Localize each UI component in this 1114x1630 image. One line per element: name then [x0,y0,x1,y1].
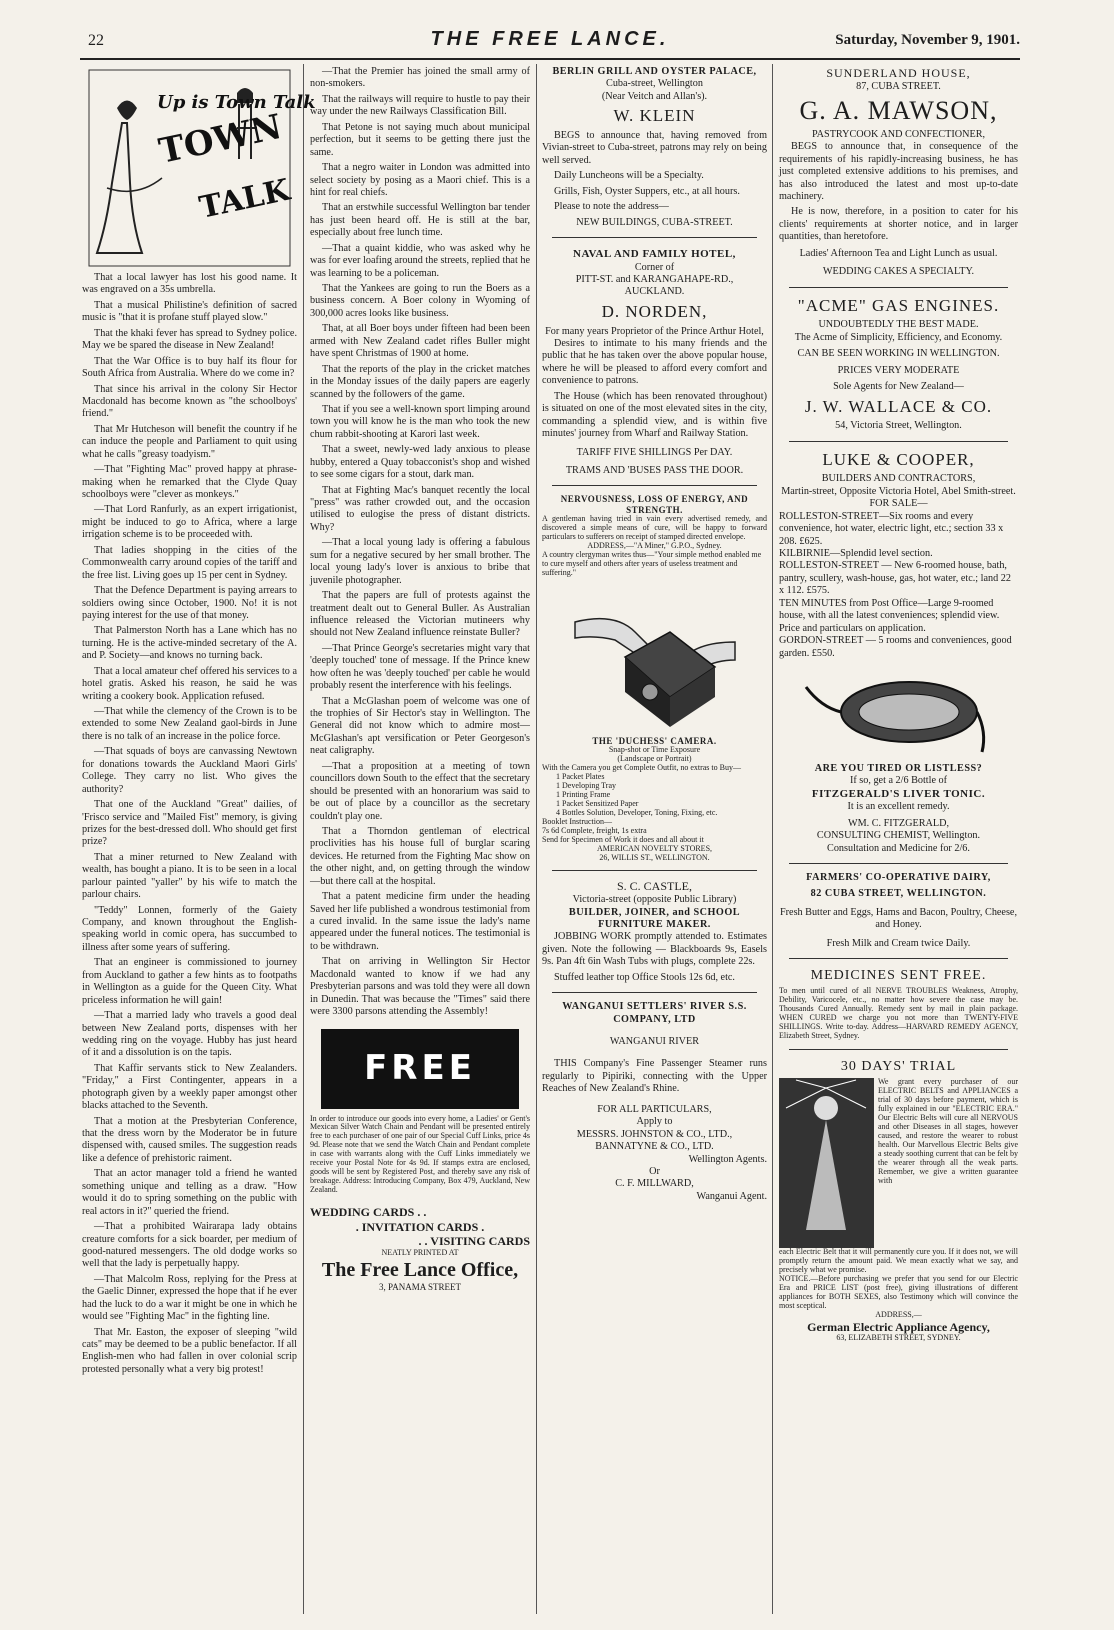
town-talk-item: —That a proposition at a meeting of town councillors down South to the effect that the secretary should be presented with an honorarium was said to be out of place by a councillor as the secretary couldn't play one. [310,760,530,822]
luke-street: Martin-street, Opposite Victoria Hotel, Abel Smith-street. [781,485,1016,497]
wanganui-title: WANGANUI SETTLERS' RIVER S.S. COMPANY, LTD [562,1001,747,1025]
acme-ad [779,296,1018,433]
town-talk-item: That a musical Philistine's definition of sacred music is "that it is profane stuff played slow." [82,299,297,324]
column-ads-3 [542,66,767,1606]
belts-notice: NOTICE.—Before purchasing we prefer that you send for our Electric Era and PRICE LIST (post free), giving illustrations of different appliances for BOTH SEXES, also Testimony which will convince the most sceptical. [779,1273,1018,1310]
town-talk-item: That Palmerston North has a Lane which has no turning. He is the active-minded secretary of the A. and P. Society—and knows no turning back. [82,625,297,662]
dairy-line2: Fresh Milk and Cream twice Daily. [826,937,971,949]
berlin-address: NEW BUILDINGS, CUBA-STREET. [576,216,733,228]
tonic-name: FITZGERALD'S LIVER TONIC. [811,787,986,800]
town-talk-item: That Mr Hutcheson will benefit the country if he can induce the people and Parliament to quit using what he calls "greasy toadyism." [82,423,297,460]
town-talk-item: That ladies shopping in the cities of the Commonwealth carry around copies of the tariff and the free list. Living goes up 15 per cent in Sydney. [82,544,297,581]
wanganui-agent3-label: Wanganui Agent. [696,1190,767,1202]
town-talk-item: —That Lord Ranfurly, as an expert irrigationist, might be induced to go to Africa, where a large irrigation scheme is to be proceeded with. [82,504,297,541]
town-talk-item: That one of the Auckland "Great" dailies, of 'Frisco service and "Mailed Fist" memory, is giving prizes for the best-dressed doll. Who should get first prize? [82,799,297,848]
town-talk-item: —That a quaint kiddie, who was asked why he was for ever loafing around the streets, replied that he was learning to be a policeman. [310,242,530,279]
town-talk-item: That since his arrival in the colony Sir Hector Macdonald has become known as "the schoolboys' friend." [82,383,297,420]
naval-hotel-ad [542,248,767,477]
luke-trade: BUILDERS AND CONTRACTORS, [821,473,976,485]
mawson-street: 87, CUBA STREET. [856,80,941,92]
wanganui-particulars: FOR ALL PARTICULARS, [597,1103,712,1115]
dairy-ad [779,872,1018,950]
tonic-line1: If so, get a 2/6 Bottle of [849,775,948,787]
camera-item: 1 Developing Tray [556,780,616,790]
column-divider [772,64,773,1614]
print-line-4: NEATLY PRINTED AT [381,1247,459,1257]
column-divider [536,64,537,1614]
illustration-title: Up is Town Talk [157,92,316,113]
print-line-2: . INVITATION CARDS . [355,1219,485,1234]
wanganui-agents-label: Wellington Agents. [688,1153,767,1165]
belts-title: 30 DAYS' TRIAL [840,1059,957,1074]
nervousness-ad [542,494,767,577]
town-talk-item: —That the Premier has joined the small army of non-smokers. [310,66,530,90]
naval-title: NAVAL AND FAMILY HOTEL, [573,248,736,261]
berlin-proprietor: W. KLEIN [613,106,696,126]
print-line-1: WEDDING CARDS . . [310,1205,427,1220]
town-talk-item: —That a local young lady is offering a fabulous sum for a negative secured by her small brother. The local young lady's lover is anxious to bribe that juvenile photographer. [310,537,530,586]
belts-body: each Electric Belt that it will permanently cure you. If it does not, we will promptly return the amount paid. We mean exactly what we say, and precisely what we promise. [779,1247,1018,1274]
column-divider [303,64,304,1614]
nervous-address: ADDRESS,—"A Miner," G.P.O., Sydney. [587,540,722,550]
liver-tonic-ad [779,763,1018,855]
castle-street: Victoria-street (opposite Public Library) [572,894,737,906]
wanganui-body: THIS Company's Fine Passenger Steamer runs regularly to Pipiriki, connecting with the Upper Reaches of New Zealand's Rhine. [542,1058,767,1095]
tonic-consult: Consultation and Medicine for 2/6. [827,842,970,854]
page-number: 22 [88,32,104,49]
liver-tonic-illustration [799,664,999,759]
acme-line1: UNDOUBTEDLY THE BEST MADE. [818,319,979,331]
tonic-line2: It is an excellent remedy. [847,801,950,813]
town-talk-item: That a miner returned to New Zealand with wealth, has bought a piano. It is to be seen in a local parlour painted "yaller" by his wife to match the parlour chairs. [82,851,297,901]
acme-line4: PRICES VERY MODERATE [837,364,960,376]
newspaper-title: THE FREE LANCE. [430,28,670,50]
issue-date: Saturday, November 9, 1901. [835,32,1020,48]
camera-item: 1 Packet Sensitized Paper [556,798,639,808]
wanganui-agent3: C. F. MILLWARD, [615,1178,694,1190]
naval-proprietor: D. NORDEN, [601,301,708,321]
acme-company: J. W. WALLACE & CO. [804,396,993,416]
wanganui-agent1: MESSRS. JOHNSTON & CO., LTD., [576,1128,733,1140]
camera-address: 26, WILLIS ST., WELLINGTON. [599,852,710,862]
acme-line3: CAN BE SEEN WORKING IN WELLINGTON. [797,348,1000,360]
berlin-grill-ad [542,66,767,229]
camera-line3: With the Camera you get Complete Outfit, no extras to Buy— [542,762,741,772]
town-talk-item: —That Prince George's secretaries might vary that 'deeply touched' tone of message. If the Prince knew how often he was 'deeply touched' per cable he would probably resent the interference with his feelings. [310,642,530,692]
free-lance-office: The Free Lance Office, [321,1258,519,1281]
ad-separator [789,958,1008,959]
town-talk-item: —That a married lady who travels a good deal between New Zealand ports, dispenses with her wedding ring on the voyage. Hubby has just heard of it and a dissolution is on the tapis. [82,1010,297,1059]
berlin-line3: Grills, Fish, Oyster Suppers, etc., at all hours. [554,185,740,197]
dairy-address: 82 CUBA STREET, WELLINGTON. [810,888,987,900]
free-banner: FREE [321,1029,519,1109]
print-line-3: . . VISITING CARDS [418,1234,530,1249]
castle-ad [542,879,767,984]
luke-listing: ROLLESTON-STREET—Six rooms and every convenience, hot water, electric light, etc.; section 33 x 208. £625. [779,510,1004,547]
berlin-line4: Please to note the address— [554,201,669,213]
naval-body1: For many years Proprietor of the Prince Arthur Hotel, [545,325,764,337]
electric-figure-illustration [779,1078,874,1248]
castle-stools: Stuffed leather top Office Stools 12s 6d, etc. [554,971,735,983]
wanganui-or: Or [649,1165,660,1177]
town-talk-item: That a local amateur chef offered his services to a hotel gratis. Asked his reason, he said he was writing a cookery book. Application refused. [82,665,297,702]
mawson-name: G. A. MAWSON, [799,96,998,126]
luke-listing: KILBIRNIE—Splendid level section. [779,548,933,560]
acme-title: "ACME" GAS ENGINES. [797,295,1000,315]
castle-body: JOBBING WORK promptly attended to. Estimates given. Note the following — Blackboards 9s, Easels 9s. Pan 4ft 6in Wash Tubs with plugs, complete 22s. [542,931,767,968]
nervous-body: A gentleman having tried in vain every advertised remedy, and discovered a simple means of cure, will be happy to forward particulars to sufferers on receipt of stamped directed envelope. [542,514,767,541]
town-talk-items [82,272,297,1376]
nervous-title: NERVOUSNESS, LOSS OF ENERGY, AND STRENGTH. [560,494,749,515]
office-address: 3, PANAMA STREET [379,1282,461,1293]
medicines-ad [779,967,1018,1041]
town-talk-item: That a McGlashan poem of welcome was one of the trophies of Sir Hector's stay in Wellington. The General did not know which to admire most—McGlashan's apt versification or Peter Georgeson's neat caligraphy. [310,695,530,757]
naval-streets: PITT-ST. and KARANGAHAPE-RD., [575,273,734,285]
svg-text:TOWN: TOWN [155,106,286,172]
berlin-street: Cuba-street, Wellington [606,78,703,90]
wanganui-ad [542,1001,767,1203]
naval-corner: Corner of [634,261,675,273]
camera-send: Send for Specimen of Work it does and all about it [542,834,704,844]
town-talk-item: That a sweet, newly-wed lady anxious to please hubby, entered a Quay tobacconist's shop and wished to see some cigars for a stout, dark man. [310,444,530,481]
camera-title: THE 'DUCHESS' CAMERA. [592,735,717,746]
town-talk-item: That, at all Boer boys under fifteen had been been armed with New Zealand cadet rifles Buller might have spent Christmas of 1900 at home. [310,323,530,360]
luke-listing: TEN MINUTES from Post Office—Large 9-roomed house, with all the latest conveniences; splendid view. Price and particulars on application. [779,597,1000,634]
free-offer-text: In order to introduce our goods into every home, a Ladies' or Gent's Mexican Silver Watch Chain and Pendant will be presented entirely free to each purchaser of one pair of our Special Cuff Links, price 4s 9d. Please note that we send the Watch Chain and Pendant complete in case with warrants along with the Cuff Links immediately we receive your Postal Note for 4s 9d. If stamps extra are enclosed, goods will be sent by Registered Post, and thereby save any risk of breakage. Address: Introducing Company, Box 479, Auckland, New Zealand. [310,1113,530,1195]
belts-address-label: ADDRESS,— [875,1309,922,1319]
town-talk-item: —That a prohibited Wairarapa lady obtains creature comforts for a sick boarder, per medium of good-natured messengers. The old dodge works so well that the lady is perpetually happy. [82,1221,297,1270]
electric-belts-ad [779,1058,1018,1343]
camera-line2: (Landscape or Portrait) [617,754,692,764]
medicines-body: To men until cured of all NERVE TROUBLES Weakness, Atrophy, Debility, Varicocele, etc., no matter how severe the case may be. Thousands Cured Annually. Remedy sent by mail in plain package. WHEN CURED we charge you not more than TWENTY-FIVE SHILLINGS. Write to-day. Address—HARVARD REMEDY AGENCY, Elizabeth Street, Sydney. [779,986,1018,1041]
naval-city: AUCKLAND. [624,286,685,298]
luke-forsale: FOR SALE— [869,498,928,510]
belts-side-text: We grant every purchaser of our ELECTRIC BELTS and APPLIANCES a trial of 30 days before payment, which is fully explained in our "ELECTRIC ERA." Our Electric Belts will cure all NERVOUS and other Diseases in all stages, however caused, and restore the wearer to robust health. Our Marvellous Electric Belts give a steady soothing current that can be felt by the wearer through all the weak parts. Remember, we give a written guarantee with [878,1077,1018,1185]
dairy-title: FARMERS' CO-OPERATIVE DAIRY, [806,872,991,884]
berlin-title: BERLIN GRILL AND OYSTER PALACE, [552,66,757,77]
naval-tariff: TARIFF FIVE SHILLINGS Per DAY. [576,446,733,458]
castle-name: S. C. CASTLE, [616,879,692,894]
luke-name: LUKE & COOPER, [822,449,975,469]
camera-line1: Snap-shot or Time Exposure [608,745,701,755]
column-ads-4 [779,66,1018,1606]
ad-separator [789,1049,1008,1050]
town-talk-item: —That "Fighting Mac" proved happy at phrase-making when he remarked that the Clyde Quay schoolboys were "clever as monkeys." [82,464,297,500]
town-talk-item: —That Malcolm Ross, replying for the Press at the Gaelic Dinner, expressed the hope that if he ever had the luck to do a war it might be one in which he would see "Fighting Mac" in the fighting line. [82,1273,297,1323]
mawson-ad [779,66,1018,279]
town-talk-item: That a motion at the Presbyterian Conference, that the dress worn by the Moderator be in future dispensed with, caused smiles. The suggestion reads like a defence of prehistoric raiment. [82,1115,297,1164]
town-talk-item: That Petone is not saying much about municipal perfection, but it seems to be getting there just the same. [310,121,530,158]
town-talk-item: "Teddy" Lonnen, formerly of the Gaiety Company, and known throughout the English-speaking world in comic opera, has succumbed to illness after some years of suffering. [82,904,297,953]
castle-trade: BUILDER, JOINER, and SCHOOL FURNITURE MAKER. [568,906,741,930]
luke-cooper-ad [779,450,1018,660]
town-talk-item: —That while the clemency of the Crown is to be extended to some New Zealand gaol-birds in June there is no talk of an increase in the police force. [82,706,297,742]
nervous-testimony: A country clergyman writes thus—"Your simple method enabled me to cure myself and others after years of useless treatment and suffering." [542,549,762,577]
belts-company: German Electric Appliance Agency, [807,1319,990,1334]
mawson-tea: Ladies' Afternoon Tea and Light Lunch as usual. [799,247,998,259]
mawson-trade: PASTRYCOOK AND CONFECTIONER, [811,128,986,140]
town-talk-item: That the Yankees are going to run the Boers as a business concern. A Boer colony in Wyoming of 300,000 acres looks like business. [310,283,530,319]
masthead [80,28,1020,50]
luke-listing: GORDON-STREET — 5 rooms and conveniences, good garden. £550. [779,635,1012,659]
naval-body3: The House (which has been renovated throughout) is situated on one of the most elevated sites in the city, commanding a splendid view, and is within five minutes' journey from Wharf and Railway Station. [542,390,767,440]
camera-item: 1 Packet Plates [556,771,605,781]
mawson-body2: He is now, therefore, in a position to cater for his clients' requirements at shorter notice, and in larger quantities, than heretofore. [779,206,1018,243]
naval-body2: Desires to intimate to his many friends and the public that he has taken over the above popular house, where he will be pleased to afford every comfort and convenience to patrons. [542,338,767,387]
ad-separator [552,485,757,486]
berlin-line2: Daily Luncheons will be a Specialty. [554,170,704,182]
town-talk-item: That an erstwhile successful Wellington bar tender has just been heard off. He is still at the bar, especially about free lunch time. [310,202,530,239]
camera-ad [542,736,767,863]
town-talk-item: That an engineer is commissioned to journey from Auckland to gather a few hints as to footpaths in Wellington as a guide for the Queen City. What priceless information he will gain! [82,957,297,1006]
ad-separator [552,992,757,993]
town-talk-item: That the War Office is to buy half its flour for South Africa from Australia. Where do we come in? [82,355,297,380]
berlin-near: (Near Veitch and Allan's). [601,90,708,102]
camera-item: 4 Bottles Solution, Developer, Toning, Fixing, etc. [556,807,718,817]
town-talk-item: That a Thorndon gentleman of electrical proclivities has his house full of burglar scaring devices. He returned from the Fighting Mac show on the other night, and, on getting through the window—but there call at the hospital. [310,825,530,887]
wanganui-river: WANGANUI RIVER [609,1036,700,1048]
wanganui-apply: Apply to [636,1116,673,1128]
acme-address: 54, Victoria Street, Wellington. [835,420,962,432]
town-talk-item: That the Defence Department is paying arrears to soldiers owing since October, 1900. No! it is not paying interest for the use of that money. [82,585,297,621]
column-town-talk [82,66,316,1606]
town-talk-item: That on arriving in Wellington Sir Hector Macdonald wanted to know if we had any Presbyterian parsons and was told they were all down in Dunedin. That was because the "Times" said there were 3300 parsons attending the Assembly! [310,956,530,1018]
wanganui-agent2: BANNATYNE & CO., LTD. [595,1141,714,1153]
town-talk-item: That a negro waiter in London was admitted into select society by posing as a Maori chief. This is a hint for real chiefs. [310,162,530,198]
town-talk-item: That Mr. Easton, the exposer of sleeping "wild cats" may be deemed to be a public benefactor. If all English-men who had fallen in over colonial scrip protested personally what a very big protest! [82,1326,297,1375]
town-talk-item: That the khaki fever has spread to Sydney police. May we be spared the disease in New Zealand! [82,327,297,352]
ad-separator [552,237,757,238]
tonic-chemist: WM. C. FITZGERALD, [847,817,950,829]
town-talk-item: That a local lawyer has lost his good name. It was engraved on a 35s umbrella. [82,272,297,296]
town-talk-item: That an actor manager told a friend he wanted something unique and telling as a draw. "How would it do to spring something on the public with real actors in it?" queried the friend. [82,1168,297,1217]
ad-separator [789,441,1008,442]
camera-booklet: Booklet Instruction— [542,816,612,826]
town-talk-item: That a patent medicine firm under the heading Saved her life published a wondrous testimonial from a cured invalid. In the same issue the lady's name appeared under the funeral notices. The testimonial is to be withdrawn. [310,891,530,952]
acme-line2: The Acme of Simplicity, Efficiency, and Economy. [794,331,1003,343]
town-talk-illustration [87,68,316,268]
ad-separator [789,287,1008,288]
camera-item: 1 Printing Frame [556,789,611,799]
belts-address: 63, ELIZABETH STREET, SYDNEY. [836,1333,961,1343]
camera-company: AMERICAN NOVELTY STORES, [596,843,713,853]
mawson-body1: BEGS to announce that, in consequence of the requirements of his rapidly-increasing business, he has just completed extensive additions to his premises, and has also introduced the latest and most up-to-date machinery. [779,141,1018,202]
town-talk-item: That the railways will require to hustle to pay their way under the new Railways Classification Bill. [310,93,530,118]
ad-separator [552,870,757,871]
acme-agents: Sole Agents for New Zealand— [833,381,964,393]
town-talk-item: —That squads of boys are canvassing Newtown for donations towards the Auckland Maori Girls' College. They carry no list. Who gives the authority? [82,746,297,795]
mawson-house: SUNDERLAND HOUSE, [826,66,971,80]
town-talk-item: That at Fighting Mac's banquet recently the local "press" was rather crowded out, and the occasion utilised to eulogise the press of distant districts. Why? [310,484,530,533]
berlin-body: BEGS to announce that, having removed from Vivian-street to Cuba-street, patrons may rely on being well served. [542,130,767,166]
luke-listing: ROLLESTON-STREET — New 6-roomed house, bath, pantry, scullery, wash-house, gas, hot water, etc.; land 22 x 112. £575. [779,560,1011,597]
naval-trams: TRAMS AND 'BUSES PASS THE DOOR. [565,464,744,476]
dairy-line1: Fresh Butter and Eggs, Hams and Bacon, Poultry, Cheese, and Honey. [779,906,1017,931]
town-talk-item: That the reports of the play in the cricket matches in the Monday issues of the daily papers are eagerly scanned by the followers of the game. [310,363,530,400]
column-town-talk-cont [310,66,530,1606]
town-talk-item: That Kaffir servants stick to New Zealanders. "Friday," a First Contingenter, appears in a photograph given by a weekly paper amongst other blacks attached to the Seventh. [82,1062,297,1112]
town-talk-item: That if you see a well-known sport limping around town you will know he is the man who took the new chum rabbit-shooting at Karori last week. [310,403,530,440]
masthead-rule [80,58,1020,60]
tonic-chemist-line: CONSULTING CHEMIST, Wellington. [816,830,981,842]
camera-price: 7s 6d Complete, freight, 1s extra [542,825,647,835]
medicines-title: MEDICINES SENT FREE. [810,968,987,984]
town-talk-item: That the papers are full of protests against the treatment dealt out to General Buller. As Australian influence released the Victorian mutineers why should not New Zealand influence reinstate Buller? [310,590,530,639]
tonic-title: ARE YOU TIRED OR LISTLESS? [814,762,983,774]
svg-text:TALK: TALK [196,172,293,226]
town-talk-items-continued [310,66,530,1019]
mawson-cakes: WEDDING CAKES A SPECIALTY. [822,266,975,278]
camera-illustration [570,582,740,732]
ad-separator [789,863,1008,864]
